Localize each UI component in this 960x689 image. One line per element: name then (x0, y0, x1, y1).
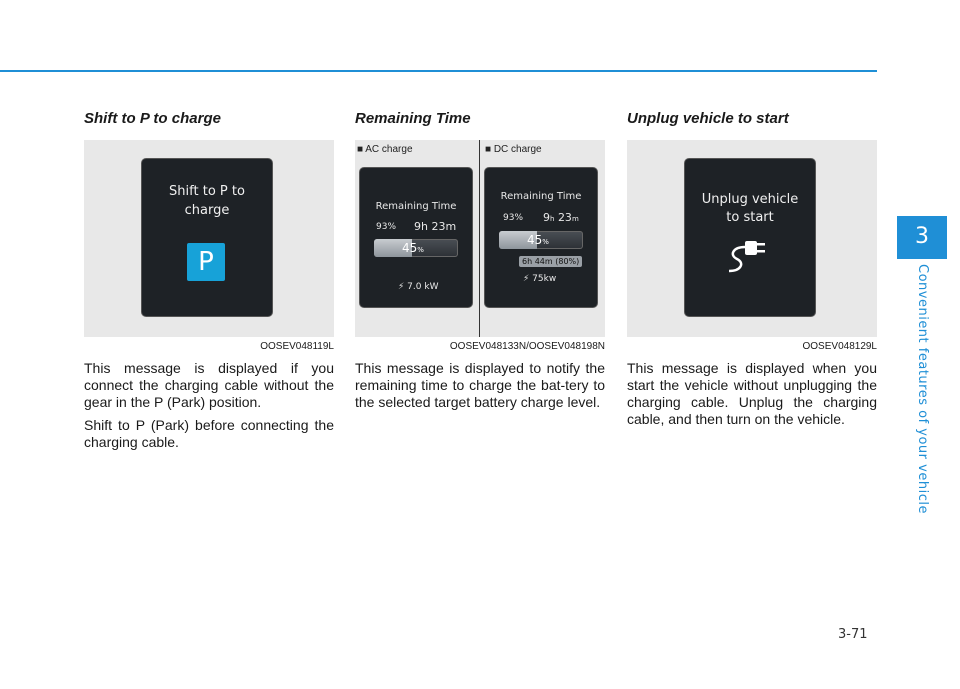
cluster-screen (685, 159, 815, 316)
remaining-time-value: 9h 23m (543, 211, 579, 224)
chapter-number: 3 (915, 224, 929, 249)
cluster-screen (142, 159, 272, 316)
target-percent: 93% (376, 222, 397, 232)
section-remaining-time (355, 110, 605, 411)
remaining-time-value: 9h 23m (414, 220, 457, 233)
figure-shift-to-p (84, 140, 334, 337)
charging-power: ⚡ 75kw (523, 274, 557, 284)
figure-divider (479, 140, 480, 337)
remaining-time-title: Remaining Time (375, 201, 457, 212)
screen-line-2: to start (726, 210, 774, 225)
screen-line-2: charge (184, 203, 230, 218)
battery-percent: 45% (402, 241, 424, 255)
figure-code: OOSEV048129L (802, 341, 877, 352)
header-rule (0, 70, 877, 72)
battery-percent: 45% (527, 233, 549, 247)
paragraph: This message is displayed if you connect the charging cable without the gear in the P (Park) position. (84, 360, 334, 410)
section-heading: Remaining Time (355, 110, 471, 127)
figure-remaining-time (355, 140, 605, 337)
figure-code: OOSEV048119L (260, 341, 334, 352)
paragraph: Shift to P (Park) before connecting the charging cable. (84, 417, 334, 450)
park-gear-icon: P (187, 243, 225, 281)
target-percent: 93% (503, 213, 524, 223)
chapter-title: Convenient features of your vehicle (915, 264, 930, 514)
section-heading: Shift to P to charge (84, 110, 221, 127)
figure-code: OOSEV048133N/OOSEV048198N (449, 341, 605, 352)
plug-icon (727, 241, 777, 277)
chapter-tab (897, 216, 947, 259)
ac-charge-label: ■ AC charge (357, 144, 413, 155)
section-heading: Unplug vehicle to start (627, 110, 789, 127)
figure-unplug (627, 140, 877, 337)
remaining-time-title: Remaining Time (500, 191, 582, 202)
section-shift-to-p (84, 110, 334, 451)
screen-line-1: Unplug vehicle (701, 192, 799, 207)
ac-cluster-screen (360, 168, 472, 307)
dc-charge-label: ■ DC charge (485, 144, 542, 155)
charging-power: ⚡ 7.0 kW (398, 282, 439, 292)
page-number: 3-71 (838, 627, 868, 642)
dc-cluster-screen (485, 168, 597, 307)
screen-line-1: Shift to P to (169, 184, 245, 199)
paragraph: This message is displayed to notify the remaining time to charge the bat-tery to the selected target battery charge level. (355, 360, 605, 410)
eta-tag: 6h 44m (80%) (519, 256, 582, 267)
section-unplug (627, 110, 877, 428)
paragraph: This message is displayed when you start the vehicle without unplugging the charging cable. Unplug the charging cable, and then turn on the vehicle. (627, 360, 877, 427)
chapter-title-vertical (897, 264, 947, 514)
